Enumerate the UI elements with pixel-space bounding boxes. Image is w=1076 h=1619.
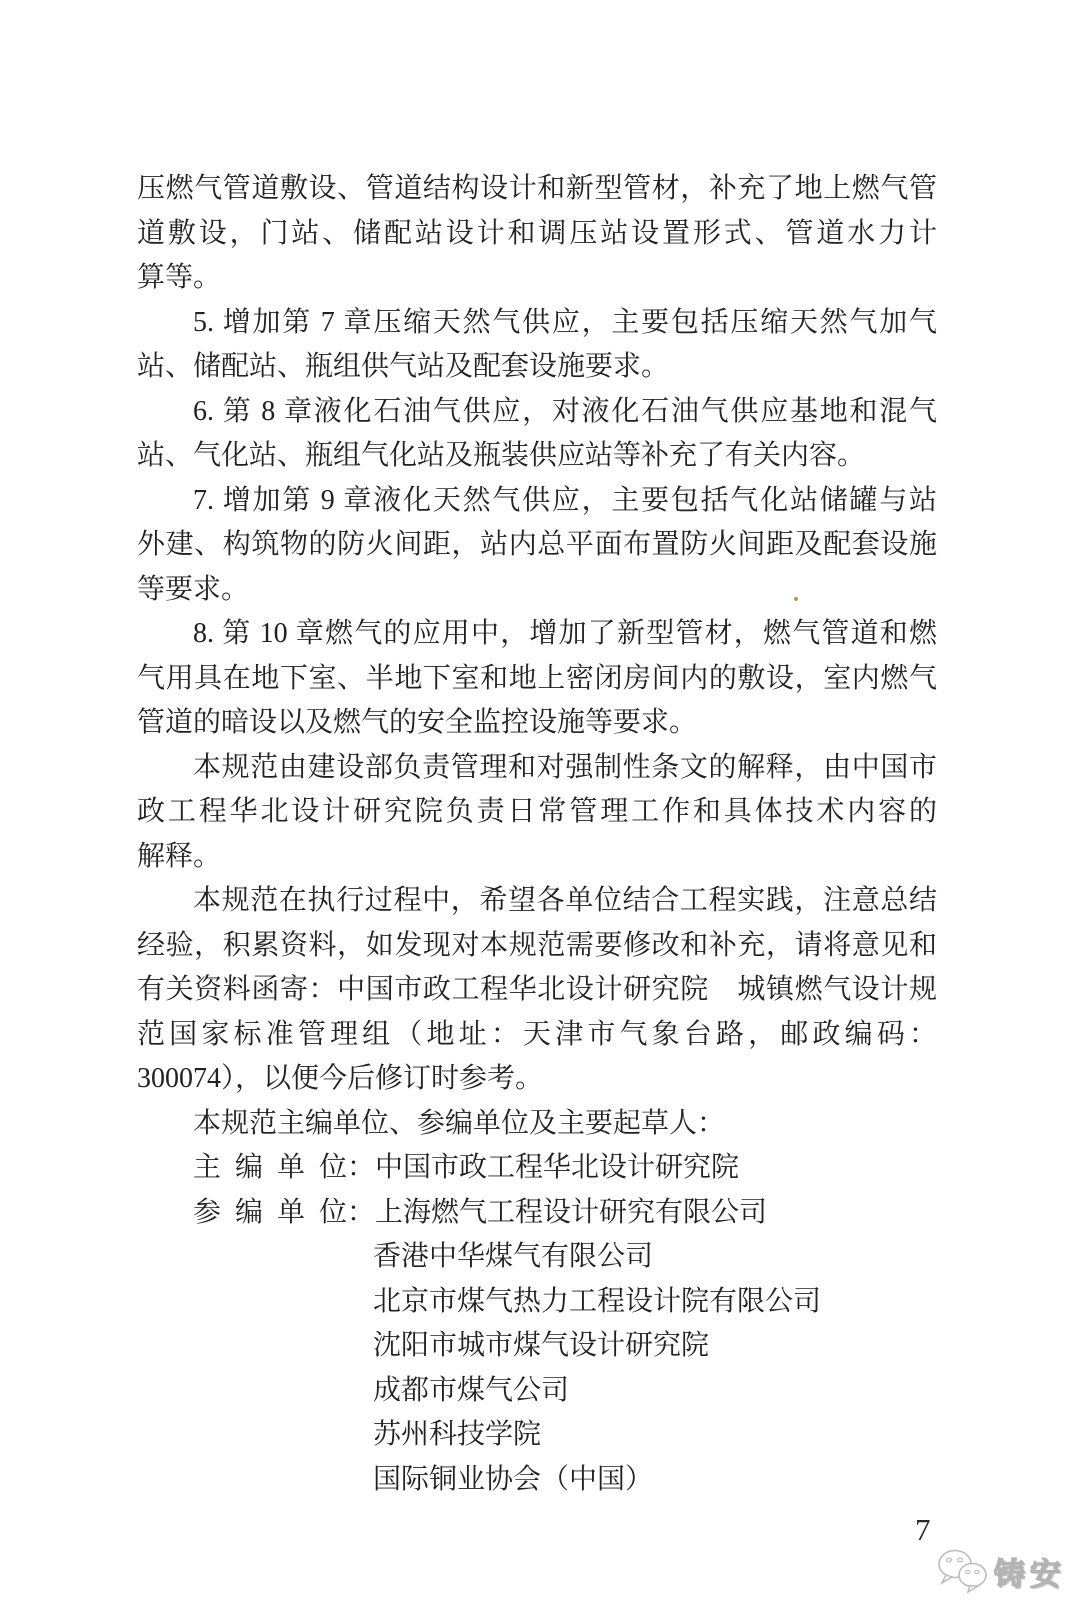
- text-line: 本规范由建设部负责管理和对强制性条文的解释，由中国市: [193, 751, 937, 783]
- text-line: 香港中华煤气有限公司: [373, 1241, 654, 1272]
- text-line: 压燃气管道敷设、管道结构设计和新型管材，补充了地上燃气管: [137, 173, 937, 204]
- para-item-5: [137, 301, 937, 390]
- text-line: 国际铜业协会（中国）: [373, 1463, 654, 1495]
- text-line: 5. 增加第 7 章压缩天然气供应，主要包括压缩天然气加气: [193, 306, 937, 338]
- para-co-editor: [137, 1191, 937, 1236]
- text-line: 沈阳市城市煤气设计研究院: [373, 1330, 710, 1361]
- para-co-editor-orgs: [137, 1235, 937, 1502]
- para-continuation: [137, 167, 937, 301]
- text-line: 参 编 单 位：上海燃气工程设计研究有限公司: [193, 1196, 768, 1228]
- para-management: [137, 746, 937, 880]
- text-line: 本规范主编单位、参编单位及主要起草人：: [193, 1107, 726, 1139]
- text-line: 8. 第 10 章燃气的应用中，增加了新型管材，燃气管道和燃: [193, 618, 937, 649]
- para-chief-editor: [137, 1146, 937, 1191]
- text-line: 等要求。: [137, 573, 250, 605]
- text-line: 解释。: [137, 840, 222, 872]
- text-line: 经验，积累资料，如发现对本规范需要修改和补充，请将意见和: [137, 929, 937, 961]
- text-line: 苏州科技学院: [373, 1419, 542, 1450]
- text-line: 管道的暗设以及燃气的安全监控设施等要求。: [137, 707, 698, 738]
- text-line: 算等。: [137, 262, 222, 293]
- para-feedback: [137, 879, 937, 1102]
- wechat-chat-bubbles-icon: [936, 1548, 988, 1594]
- text-line: 气用具在地下室、半地下室和地上密闭房间内的敷设，室内燃气: [137, 662, 937, 694]
- para-item-8: [137, 612, 937, 746]
- text-line: 外建、构筑物的防火间距，站内总平面布置防火间距及配套设施: [137, 529, 937, 560]
- text-line: 7. 增加第 9 章液化天然气供应，主要包括气化站储罐与站: [193, 484, 937, 516]
- text-line: 政工程华北设计研究院负责日常管理工作和具体技术内容的: [137, 796, 937, 827]
- text-line: 6. 第 8 章液化石油气供应，对液化石油气供应基地和混气: [193, 395, 937, 427]
- text-line: 站、储配站、瓶组供气站及配套设施要求。: [137, 351, 670, 382]
- text-line: 道敷设，门站、储配站设计和调压站设置形式、管道水力计: [137, 217, 937, 249]
- para-editors-heading: [137, 1102, 937, 1147]
- text-line: 范国家标准管理组（地址：天津市气象台路，邮政编码：: [137, 1018, 937, 1050]
- text-line: 站、气化站、瓶组气化站及瓶装供应站等补充了有关内容。: [137, 440, 866, 471]
- watermark-text: 铸安: [994, 1556, 1066, 1592]
- page-number: 7: [915, 1512, 931, 1547]
- ink-speck: [794, 597, 798, 601]
- text-line: 主 编 单 位：中国市政工程华北设计研究院: [193, 1152, 740, 1183]
- text-line: 有关资料函寄：中国市政工程华北设计研究院 城镇燃气设计规: [137, 974, 937, 1005]
- text-line: 北京市煤气热力工程设计院有限公司: [373, 1285, 822, 1317]
- text-line: 300074），以便今后修订时参考。: [137, 1063, 544, 1094]
- text-line: 本规范在执行过程中，希望各单位结合工程实践，注意总结: [193, 885, 937, 916]
- para-item-7: [137, 479, 937, 613]
- text-line: 成都市煤气公司: [373, 1374, 570, 1406]
- text-block: [137, 167, 937, 1502]
- para-item-6: [137, 390, 937, 479]
- watermark: [936, 1548, 1066, 1594]
